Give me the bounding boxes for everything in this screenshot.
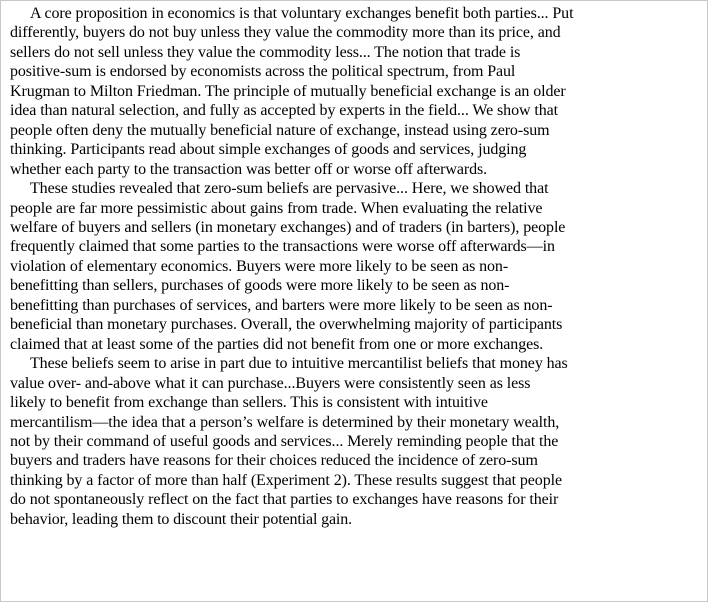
text-line: sellers do not sell unless they value the commodity less... The notion that trade is [10,43,521,61]
text-line: likely to benefit from exchange than sellers. This is consistent with intuitive [10,394,488,412]
text-line: whether each party to the transaction was better off or worse off afterwards. [10,160,487,178]
text-line: thinking by a factor of more than half (Experiment 2). These results suggest that people [10,471,562,489]
text-line: value over- and-above what it can purchase...Buyers were consistently seen as less [10,374,531,392]
text-line: These beliefs seem to arise in part due to intuitive mercantilist beliefs that money has [30,355,568,373]
text-line: behavior, leading them to discount their potential gain. [10,510,352,528]
text-line: A core proposition in economics is that voluntary exchanges benefit both parties... Put [30,5,574,22]
paragraph-2 [10,179,708,354]
text-line: These studies revealed that zero-sum beliefs are pervasive... Here, we showed that [30,180,549,198]
text-line: people are far more pessimistic about gains from trade. When evaluating the relative [10,199,543,217]
text-line: idea than natural selection, and fully as accepted by experts in the field... We show that [10,102,558,120]
text-line: frequently claimed that some parties to the transactions were worse off afterwards—in [10,238,555,256]
text-line: benefitting than purchases of services, and barters were more likely to be seen as non- [10,296,553,314]
text-line: do not spontaneously reflect on the fact that parties to exchanges have reasons for their [10,491,559,509]
paragraph-3 [10,354,708,529]
text-line: positive-sum is endorsed by economists across the political spectrum, from Paul [10,63,516,81]
text-line: violation of elementary economics. Buyers were more likely to be seen as non- [10,257,509,275]
text-line: thinking. Participants read about simple exchanges of goods and services, judging [10,141,527,159]
text-line: beneficial than monetary purchases. Overall, the overwhelming majority of participants [10,316,563,334]
text-line: benefitting than sellers, purchases of goods were more likely to be seen as non- [10,277,510,295]
text-line: claimed that at least some of the parties did not benefit from one or more exchanges. [10,335,544,353]
text-line: people often deny the mutually beneficial nature of exchange, instead using zero-sum [10,121,550,139]
text-line: buyers and traders have reasons for their choices reduced the incidence of zero-sum [10,452,538,470]
text-line: Krugman to Milton Friedman. The principle of mutually beneficial exchange is an older [10,82,566,100]
text-line: mercantilism—the idea that a person’s welfare is determined by their monetary wealth, [10,413,560,431]
paragraph-1 [10,4,708,179]
text-line: welfare of buyers and sellers (in monetary exchanges) and of traders (in barters), people [10,218,566,236]
text-body [10,4,708,529]
text-line: not by their command of useful goods and services... Merely reminding people that the [10,432,559,450]
text-line: differently, buyers do not buy unless they value the commodity more than its price, and [10,24,561,42]
